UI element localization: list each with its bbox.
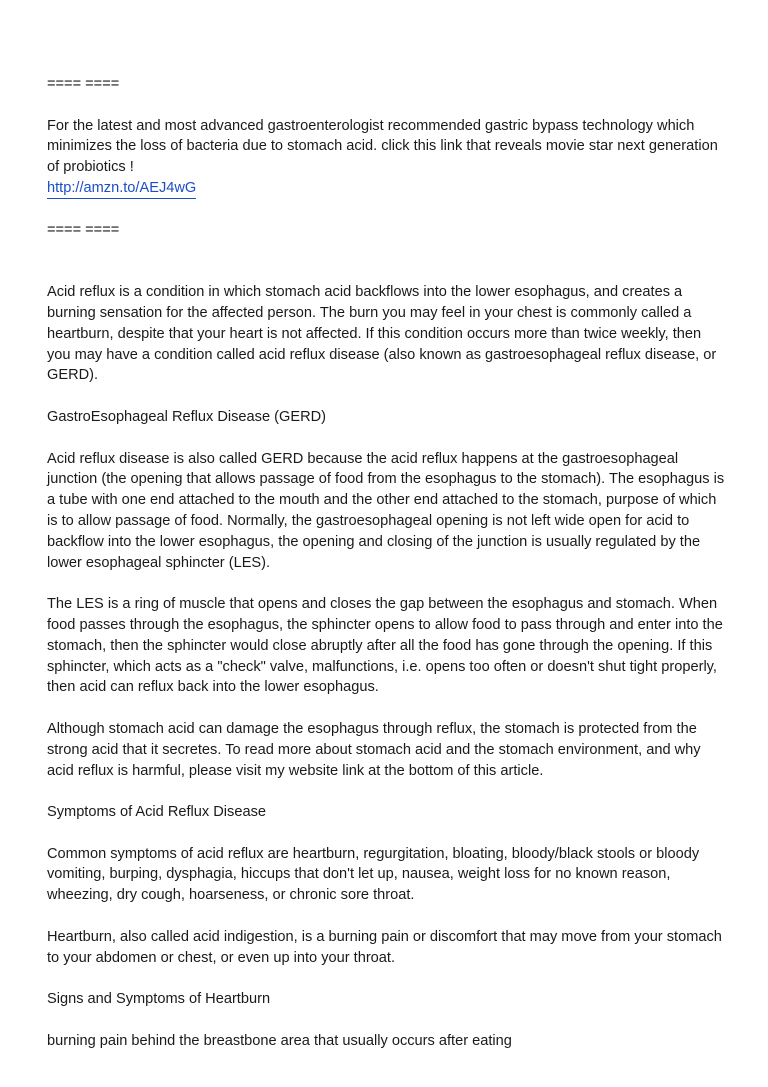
spacer — [47, 1010, 727, 1031]
document-page — [47, 74, 727, 1052]
gerd-paragraph: Acid reflux disease is also called GERD because the acid reflux happens at the gastroesophageal junction (the opening that allows passage of food from the esophagus to the stomach). The esophagus is a tube with one end attached to the mouth and the other end attached to the stomach, purpose of which is to allow passage of food. Normally, the gastroesophageal opening is not left wide open for acid to backflow into the lower esophagus, the opening and closing of the junction is usually regulated by the lower esophageal sphincter (LES). — [47, 450, 725, 571]
spacer — [47, 95, 727, 116]
spacer — [47, 199, 727, 220]
spacer — [47, 968, 727, 989]
les-paragraph: The LES is a ring of muscle that opens and closes the gap between the esophagus and stomach. When food passes through the esophagus, the sphincter opens to allow food to pass through and enter into the stomach, then the sphincter would close abruptly after all the food has gone through the opening. If this sphincter, which acts as a "check" valve, malfunctions, i.e. opens too often or doesn't shut tight properly, then acid can reflux back into the lower esophagus. — [47, 596, 723, 696]
heading-symptoms: Symptoms of Acid Reflux Disease — [47, 804, 266, 821]
spacer — [47, 823, 727, 844]
spacer — [47, 241, 727, 283]
intro-paragraph: Acid reflux is a condition in which stomach acid backflows into the lower esophagus, and creates a burning sensation for the affected person. The burn you may feel in your chest is commonly called a heartburn, despite that your heart is not affected. If this condition occurs more than twice weekly, then you may have a condition called acid reflux disease (also known as gastroesophageal reflux disease, or GERD). — [47, 284, 717, 384]
spacer — [47, 428, 727, 449]
separator-bottom: ==== ==== — [47, 221, 120, 238]
spacer — [47, 573, 727, 594]
spacer — [47, 386, 727, 407]
promo-link[interactable]: http://amzn.to/AEJ4wG — [47, 179, 196, 199]
heading-heartburn: Signs and Symptoms of Heartburn — [47, 991, 271, 1008]
promo-link-line — [47, 178, 727, 199]
promo-text: For the latest and most advanced gastroenterologist recommended gastric bypass technology which minimizes the loss of bacteria due to stomach acid. click this link that reveals movie star next generation of probiotics ! — [47, 117, 718, 176]
heartburn-sign: burning pain behind the breastbone area that usually occurs after eating — [47, 1032, 512, 1049]
spacer — [47, 698, 727, 719]
heading-gerd: GastroEsophageal Reflux Disease (GERD) — [47, 408, 327, 425]
separator-top: ==== ==== — [47, 76, 120, 92]
spacer — [47, 906, 727, 927]
symptoms-paragraph: Common symptoms of acid reflux are heartburn, regurgitation, bloating, bloody/black stools or bloody vomiting, burping, dysphagia, hiccups that don't let up, nausea, weight loss for no known reason, wheezing, dry cough, hoarseness, or chronic sore throat. — [47, 845, 700, 904]
spacer — [47, 781, 727, 802]
acid-paragraph: Although stomach acid can damage the esophagus through reflux, the stomach is protected from the strong acid that it secretes. To read more about stomach acid and the stomach environment, and why acid reflux is harmful, please visit my website link at the bottom of this article. — [47, 720, 701, 779]
heartburn-paragraph: Heartburn, also called acid indigestion, is a burning pain or discomfort that may move from your stomach to your abdomen or chest, or even up into your throat. — [47, 928, 722, 966]
